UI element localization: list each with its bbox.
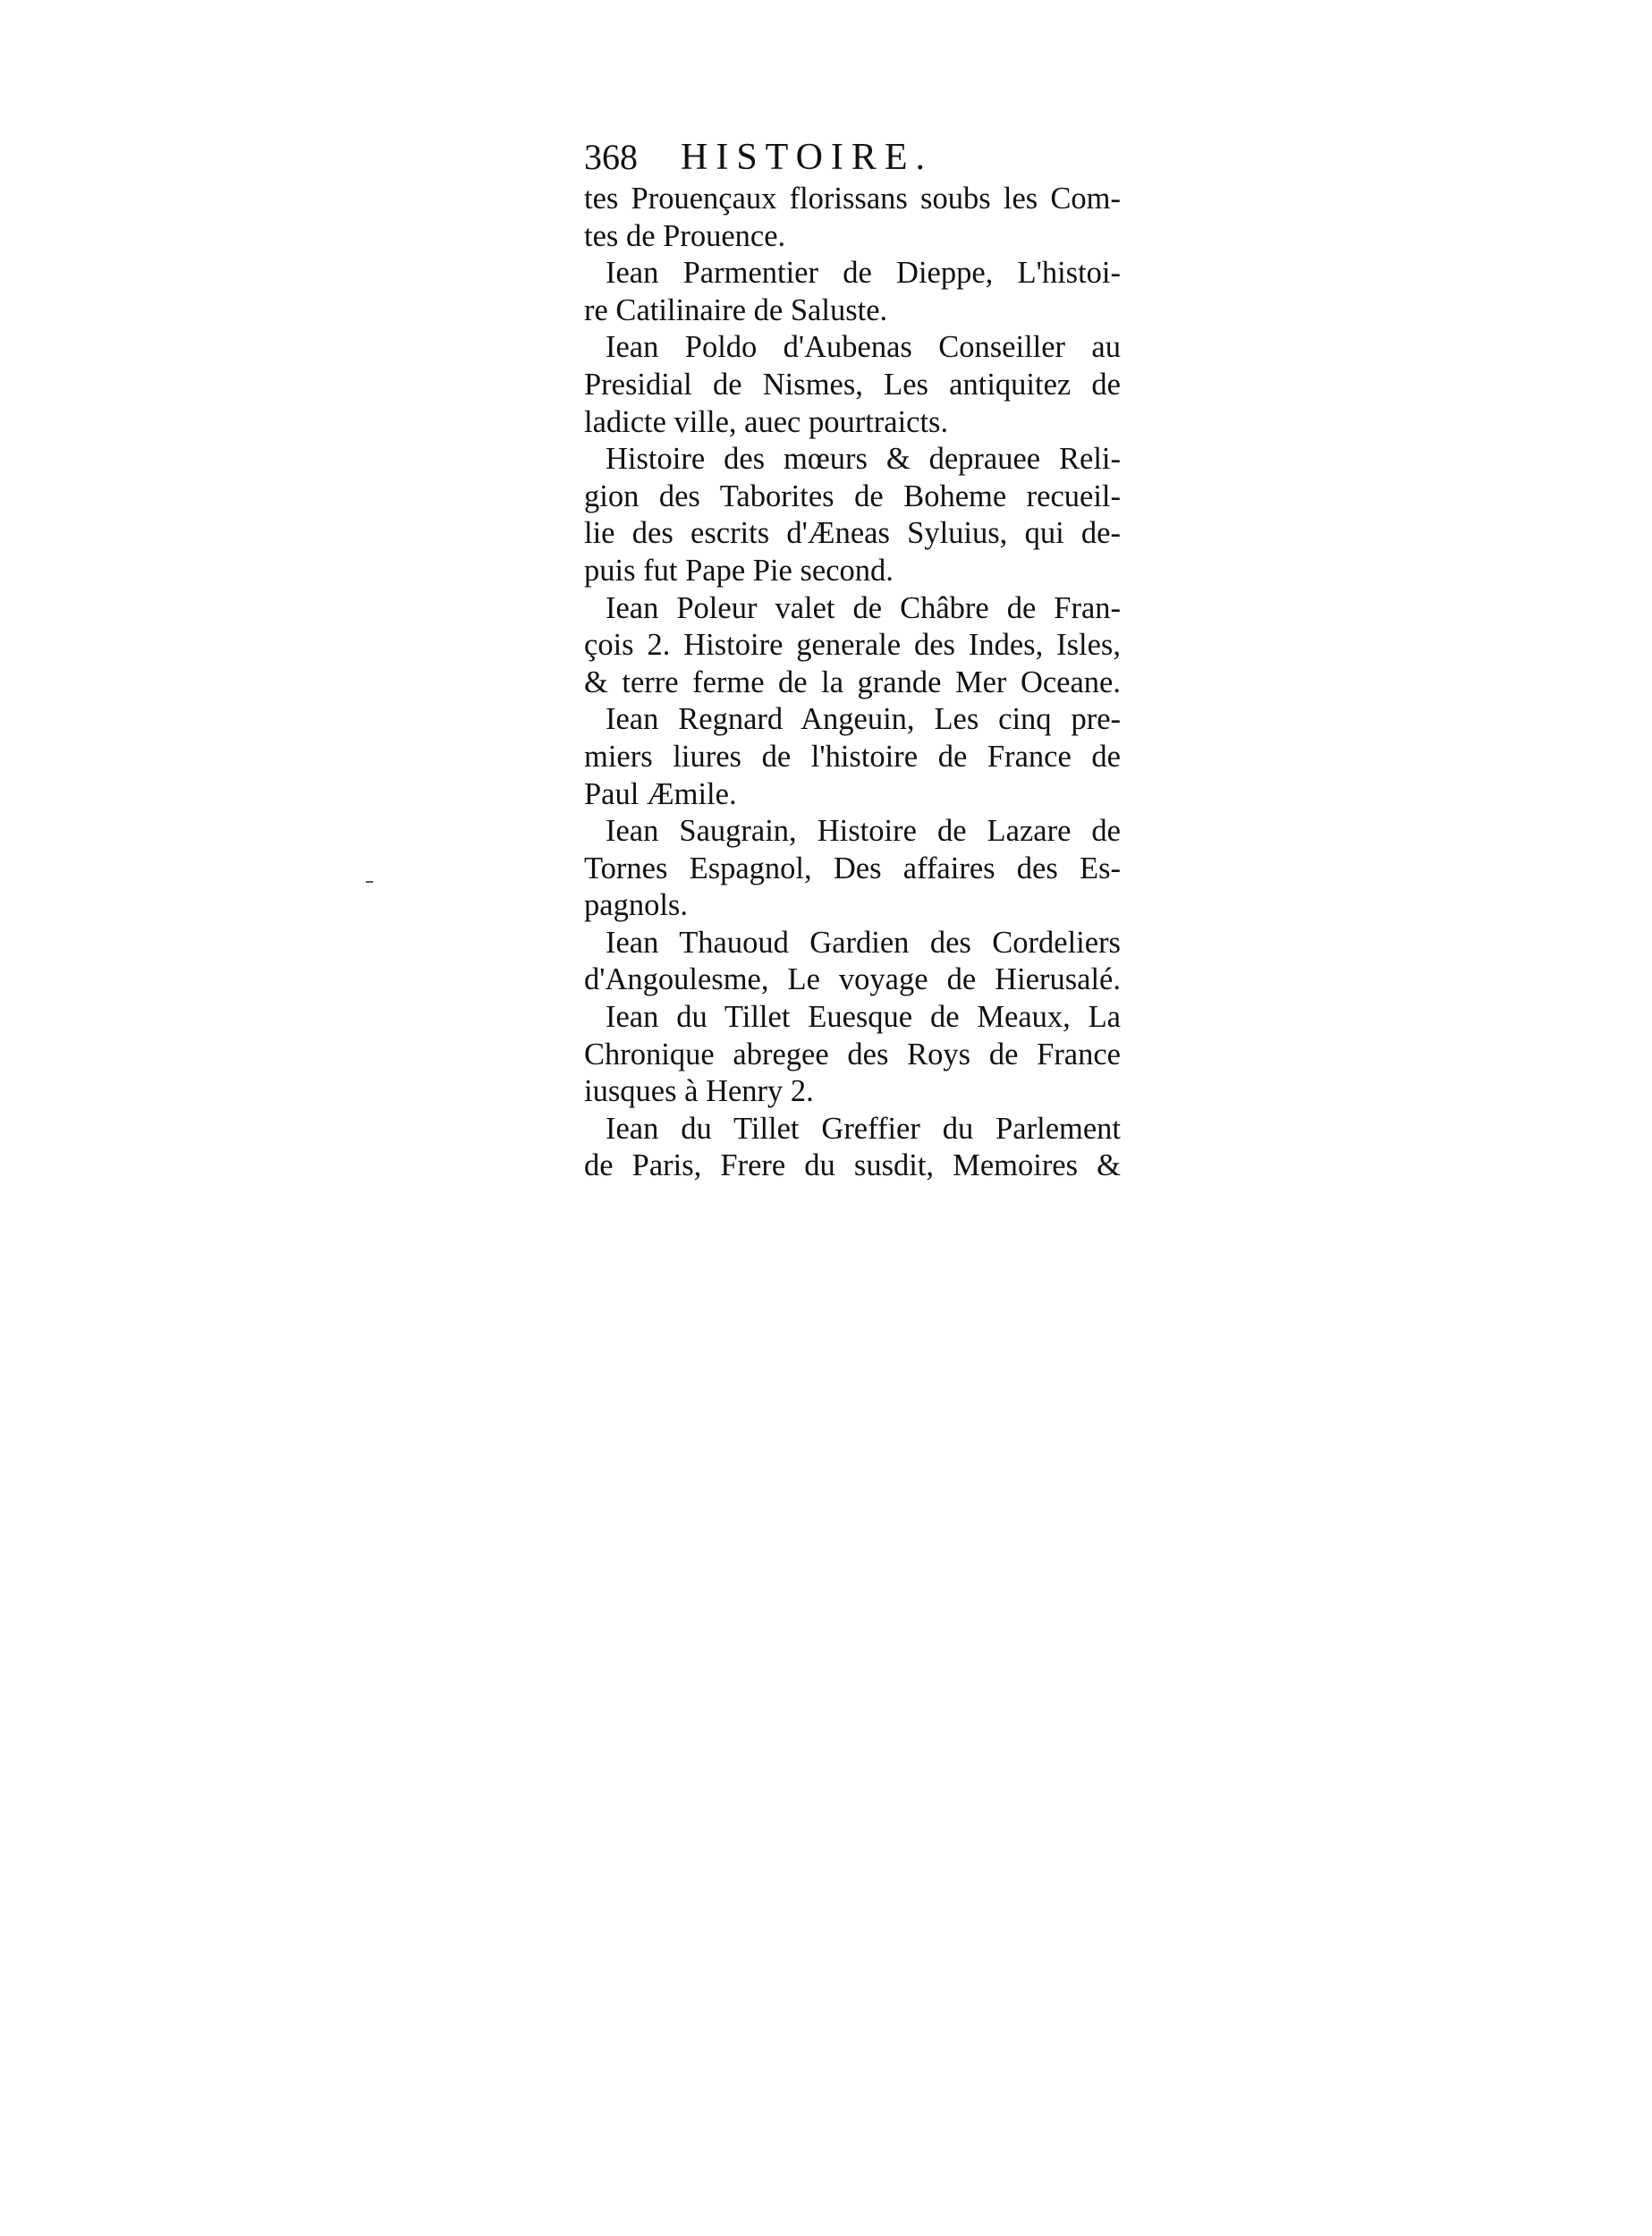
text-line: Paul Æmile. [584, 776, 737, 811]
text-line: de Paris, Frere du susdit, Memoires & [584, 1148, 1121, 1183]
text-line: d'Angoulesme, Le voyage de Hierusalé. [584, 962, 1121, 997]
text-line: miers liures de l'histoire de France de [584, 739, 1121, 774]
text-line: Presidial de Nismes, Les antiquitez de [584, 367, 1121, 402]
text-line: Iean Parmentier de Dieppe, L'histoi- [606, 256, 1121, 291]
text-line: Chronique abregee des Roys de France [584, 1037, 1121, 1071]
margin-mark [366, 881, 373, 883]
text-line: tes de Prouence. [584, 218, 786, 253]
text-line: iusques à Henry 2. [584, 1074, 814, 1109]
text-line: çois 2. Histoire generale des Indes, Isles, [584, 628, 1121, 663]
text-line: Histoire des mœurs & deprauee Reli- [606, 442, 1121, 477]
text-line: lie des escrits d'Æneas Syluius, qui de- [584, 516, 1121, 551]
text-line: Iean Thauoud Gardien des Cordeliers [606, 925, 1121, 960]
main-text [584, 181, 1121, 1185]
text-line: Iean du Tillet Euesque de Meaux, La [606, 1000, 1121, 1035]
text-line: pagnols. [584, 888, 688, 923]
text-line: puis fut Pape Pie second. [584, 553, 894, 588]
page-header [584, 132, 1121, 186]
text-line: Iean Poldo d'Aubenas Conseiller au [606, 330, 1121, 365]
running-title: HISTOIRE. [681, 137, 934, 178]
text-line: re Catilinaire de Saluste. [584, 292, 888, 327]
text-line: tes Prouençaux florissans soubs les Com- [584, 182, 1121, 216]
text-line: Iean Poleur valet de Châbre de Fran- [606, 590, 1121, 625]
text-line: Iean Regnard Angeuin, Les cinq pre- [606, 702, 1121, 737]
page-number: 368 [584, 137, 638, 177]
text-line: gion des Taborites de Boheme recueil- [584, 479, 1121, 513]
text-line: Tornes Espagnol, Des affaires des Es- [584, 851, 1121, 885]
text-line: Iean du Tillet Greffier du Parlement [606, 1111, 1121, 1146]
text-line: Iean Saugrain, Histoire de Lazare de [606, 814, 1121, 849]
text-line: & terre ferme de la grande Mer Oceane. [584, 665, 1121, 699]
text-line: ladicte ville, auec pourtraicts. [584, 404, 949, 439]
